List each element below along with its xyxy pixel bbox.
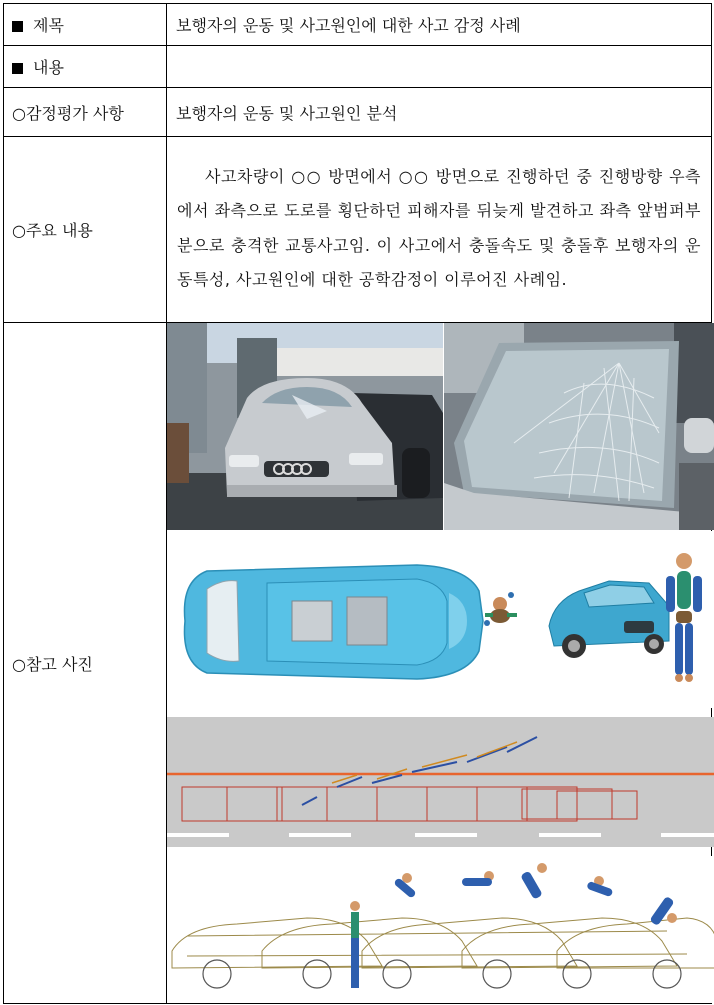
summary-text: 사고차량이 ○○ 방면에서 ○○ 방면으로 진행하던 중 진행방향 우측에서 좌측으로 도로를 횡단하던 피해자를 뒤늦게 발견하고 좌측 앞범퍼부분으로 충격한 교통사고임. 이 사고에서 충돌속도 및 충돌후 보행자의 운동특성, 사고원인에 대한 공학감정이 이루어진 사례임. (177, 166, 701, 289)
title-value: 보행자의 운동 및 사고원인에 대한 사고 감정 사례 (167, 4, 712, 46)
content-label: 내용 (33, 58, 64, 77)
photo-broken-windshield (444, 323, 714, 530)
photo-damaged-car-front (167, 323, 443, 530)
summary-label: ○주요 내용 (4, 137, 167, 323)
title-row (4, 4, 712, 46)
content-row (4, 46, 712, 88)
photos-row (4, 323, 712, 1004)
eval-value: 보행자의 운동 및 사고원인 분석 (167, 88, 712, 137)
content-value (167, 46, 712, 88)
photos-label: ○참고 사진 (4, 323, 167, 1004)
photo-grid (167, 323, 711, 1003)
summary-value-cell (167, 137, 712, 323)
content-label-cell (4, 46, 167, 88)
image-trajectory-road (167, 717, 714, 847)
eval-label: ○감정평가 사항 (4, 88, 167, 137)
image-pedestrian-sequence-wireframe (167, 856, 714, 1003)
image-simulation-top-view (167, 531, 533, 708)
image-simulation-dummy-standing (534, 531, 714, 708)
summary-row (4, 137, 712, 323)
appraisal-form-table (3, 3, 712, 1004)
photos-cell (167, 323, 712, 1004)
square-bullet-icon (12, 21, 23, 32)
title-label: 제목 (33, 16, 64, 35)
square-bullet-icon (12, 63, 23, 74)
title-label-cell (4, 4, 167, 46)
eval-row (4, 88, 712, 137)
